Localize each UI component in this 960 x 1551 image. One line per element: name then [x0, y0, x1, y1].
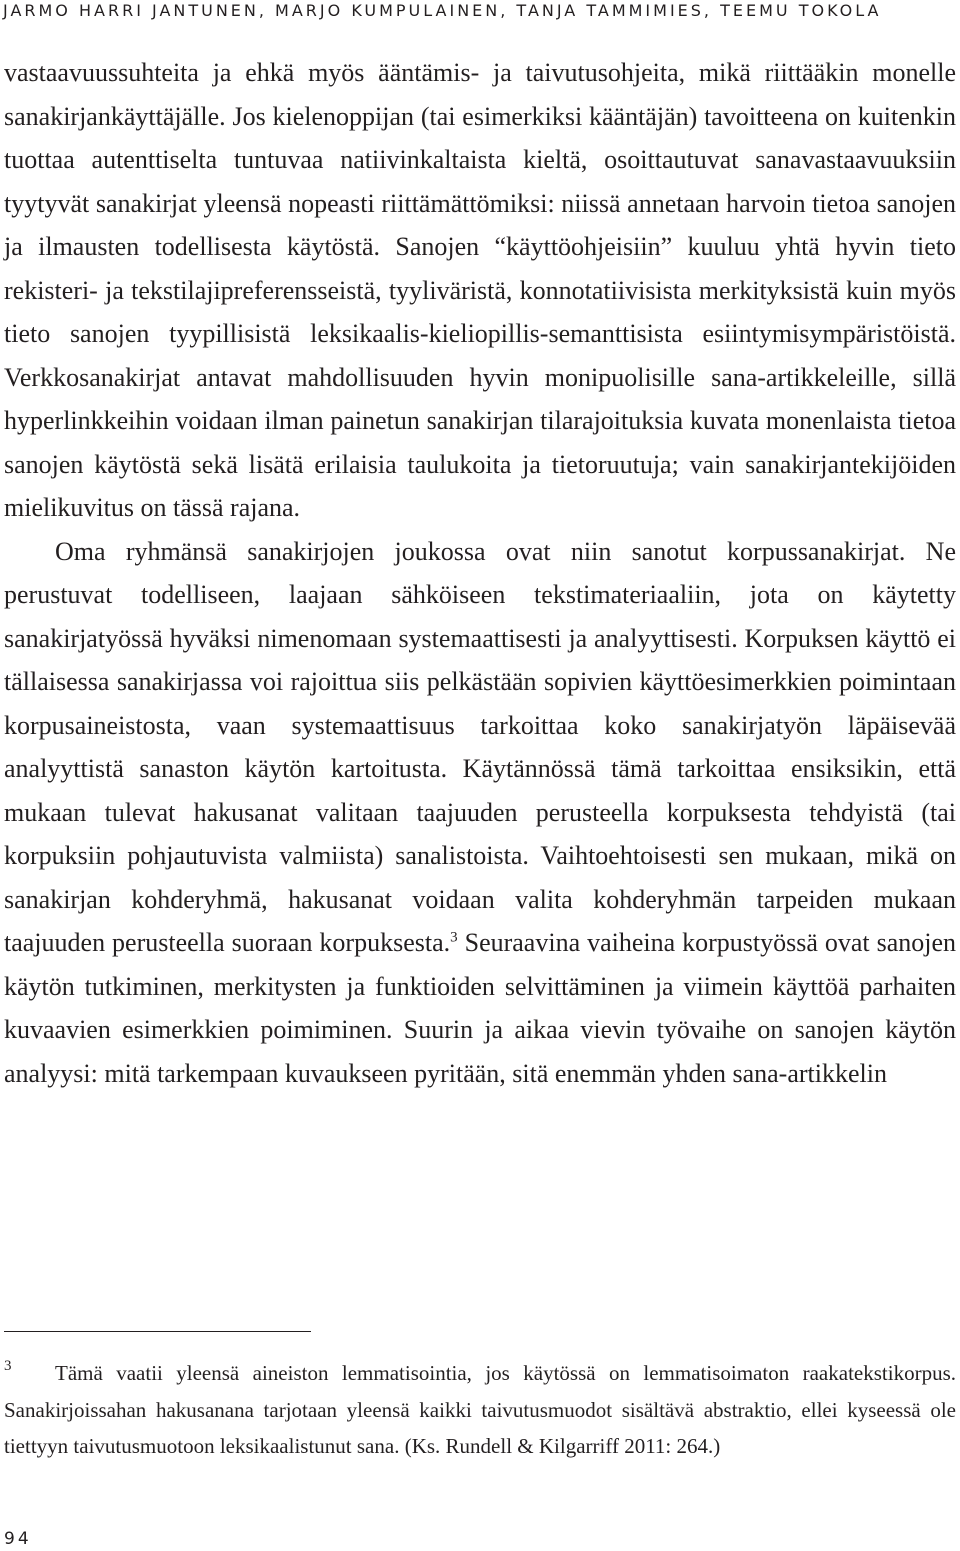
paragraph-1: vastaavuussuhteita ja ehkä myös ääntämis- ja taivutusohjeita, mikä riittääkin monelle sanakirjankäyttäjälle. Jos kielenoppijan (tai esimerkiksi kääntäjän) tavoitteena on kuitenkin tuottaa autenttiselta tuntuvaa natiivinkaltaista kieltä, osoittautuvat sanavastaavuuksiin tyytyvät sanakirjat yleensä nopeasti riittämättömiksi: niissä annetaan harvoin tietoa sanojen ja ilmausten todellisesta käytöstä. Sanojen “käyttöohjeisiin” kuuluu yhtä hyvin tieto rekisteri- ja tekstilajipreferensseistä, tyyliväristä, konnotatiivisista merkityksistä kuin myös tieto sanojen tyypillisistä leksikaalis-kieliopillis-semanttisista esiintymisympäristöistä. Verkkosanakirjat antavat mahdollisuuden hyvin monipuolisille sana-artikkeleille, sillä hyperlinkkeihin voidaan ilman painetun sanakirjan tilarajoituksia kuvata monenlaista tietoa sanojen käytöstä sekä lisätä erilaisia taulukoita ja tietoruutuja; vain sanakirjantekijöiden mielikuvitus on tässä rajana.: [4, 58, 956, 522]
paragraph-2-part-1: Oma ryhmänsä sanakirjojen joukossa ovat niin sanotut korpussanakirjat. Ne perustuvat todelliseen, laajaan sähköiseen tekstimateriaaliin, jota on käytetty sanakirjatyössä hyväksi nimenomaan systemaattisesti ja analyyttisesti. Korpuksen käyttö ei tällaisessa sanakirjassa voi rajoittua siis pelkästään sopivien käyttöesimerkkien poimintaan korpusaineistosta, vaan systemaattisuus tarkoittaa koko sanakirjatyön läpäisevää analyyttistä sanaston käytön kartoitusta. Käytännössä tämä tarkoittaa ensiksikin, että mukaan tulevat hakusanat valitaan taajuuden perusteella korpuksesta tehdyistä (tai korpuksiin pohjautuvista valmiista) sanalistoista. Vaihtoehtoisesti sen mukaan, mikä on sanakirjan kohderyhmä, hakusanat voidaan valita kohderyhmän tarpeiden mukaan taajuuden perusteella suoraan korpuksesta.: [4, 536, 956, 957]
paragraph-2: [4, 530, 956, 1096]
footnote-marker: 3: [4, 1358, 12, 1374]
running-head: JARMO HARRI JANTUNEN, MARJO KUMPULAINEN, TANJA TAMMIMIES, TEEMU TOKOLA: [3, 1, 882, 20]
footnote-reference[interactable]: 3: [450, 929, 458, 946]
footnote: [4, 1355, 956, 1465]
page-number: 94: [4, 1529, 32, 1549]
footnote-divider: [4, 1331, 311, 1332]
paragraph-2-part-2: Seuraavina vaiheina korpustyössä ovat sanojen käytön tutkiminen, merkitysten ja funktioiden selvittäminen ja viimein käyttöä parhaiten kuvaavien esimerkkien poimiminen. Suurin ja aikaa vievin työvaihe on sanojen käytön analyysi: mitä tarkempaan kuvaukseen pyritään, sitä enemmän yhden sana-artikkelin: [4, 928, 957, 1088]
footnote-text: Tämä vaatii yleensä aineiston lemmatisointia, jos käytössä on lemmatisoimaton raakatekstikorpus. Sanakirjoissahan hakusanana tarjotaan yleensä kaikki taivutusmuodot sisältävä abstraktio, ellei kyseessä ole tiettyyn taivutusmuotoon leksikaalistunut sana. (Ks. Rundell & Kilgarriff 2011: 264.): [4, 1361, 956, 1458]
main-text: [4, 51, 956, 1095]
